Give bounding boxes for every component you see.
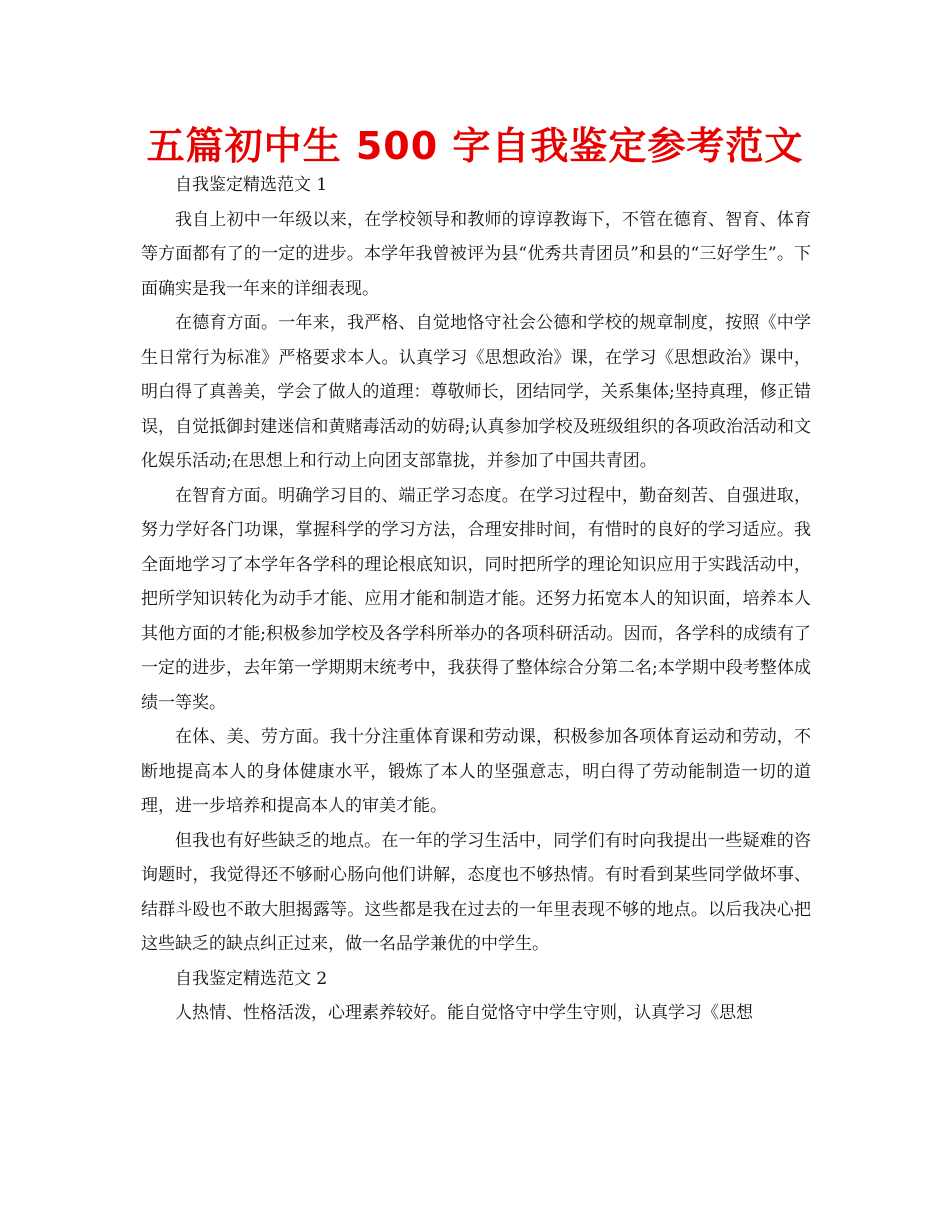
paragraph-shortcomings: 但我也有好些缺乏的地点。在一年的学习生活中，同学们有时向我提出一些疑难的咨询题时，我觉得还不够耐心肠向他们讲解，态度也不够热情。有时看到某些同学做坏事、结群斗殴也不敢大胆揭露等。这些都是我在过去的一年里表现不够的地点。以后我决心把这些缺乏的缺点纠正过来，做一名品学兼优的中学生。 [141,830,811,954]
document-title: 五篇初中生 500 字自我鉴定参考范文 [146,124,804,168]
paragraph-intellectual: 在智育方面。明确学习目的、端正学习态度。在学习过程中，勤奋刻苦、自强进取，努力学好各门功课，掌握科学的学习方法，合理安排时间，有惜时的良好的学习适应。我全面地学习了本学年各学科的理论根底知识，同时把所学的理论知识应用于实践活动中，把所学知识转化为动手才能、应用才能和制造才能。还努力拓宽本人的知识面，培养本人其他方面的才能;积极参加学校及各学科所举办的各项科研活动。因而，各学科的成绩有了一定的进步，去年第一学期期末统考中，我获得了整体综合分第二名;本学期中段考整体成绩一等奖。 [141,485,811,713]
paragraph-sample-2: 人热情、性格活泼，心理素养较好。能自觉恪守中学生守则，认真学习《思想 [175,1003,753,1023]
paragraph-intro: 我自上初中一年级以来，在学校领导和教师的谆谆教诲下，不管在德育、智育、体育等方面都有了的一定的进步。本学年我曾被评为县“优秀共青团员”和县的“三好学生”。下面确实是我一年来的详细表现。 [141,209,811,299]
section-heading-1: 自我鉴定精选范文 1 [175,175,328,195]
paragraph-physical: 在体、美、劳方面。我十分注重体育课和劳动课，积极参加各项体育运动和劳动，不断地提高本人的身体健康水平，锻炼了本人的坚强意志，明白得了劳动能制造一切的道理，进一步培养和提高本人的审美才能。 [141,727,811,816]
paragraph-moral: 在德育方面。一年来，我严格、自觉地恪守社会公德和学校的规章制度，按照《中学生日常行为标准》严格要求本人。认真学习《思想政治》课，在学习《思想政治》课中，明白得了真善美，学会了做人的道理：尊敬师长，团结同学，关系集体;坚持真理，修正错误，自觉抵御封建迷信和黄赌毒活动的妨碍;认真参加学校及班级组织的各项政治活动和文化娱乐活动;在思想上和行动上向团支部靠拢，并参加了中国共青团。 [141,313,811,471]
document-body [141,168,811,1031]
section-heading-2: 自我鉴定精选范文 2 [175,968,328,989]
